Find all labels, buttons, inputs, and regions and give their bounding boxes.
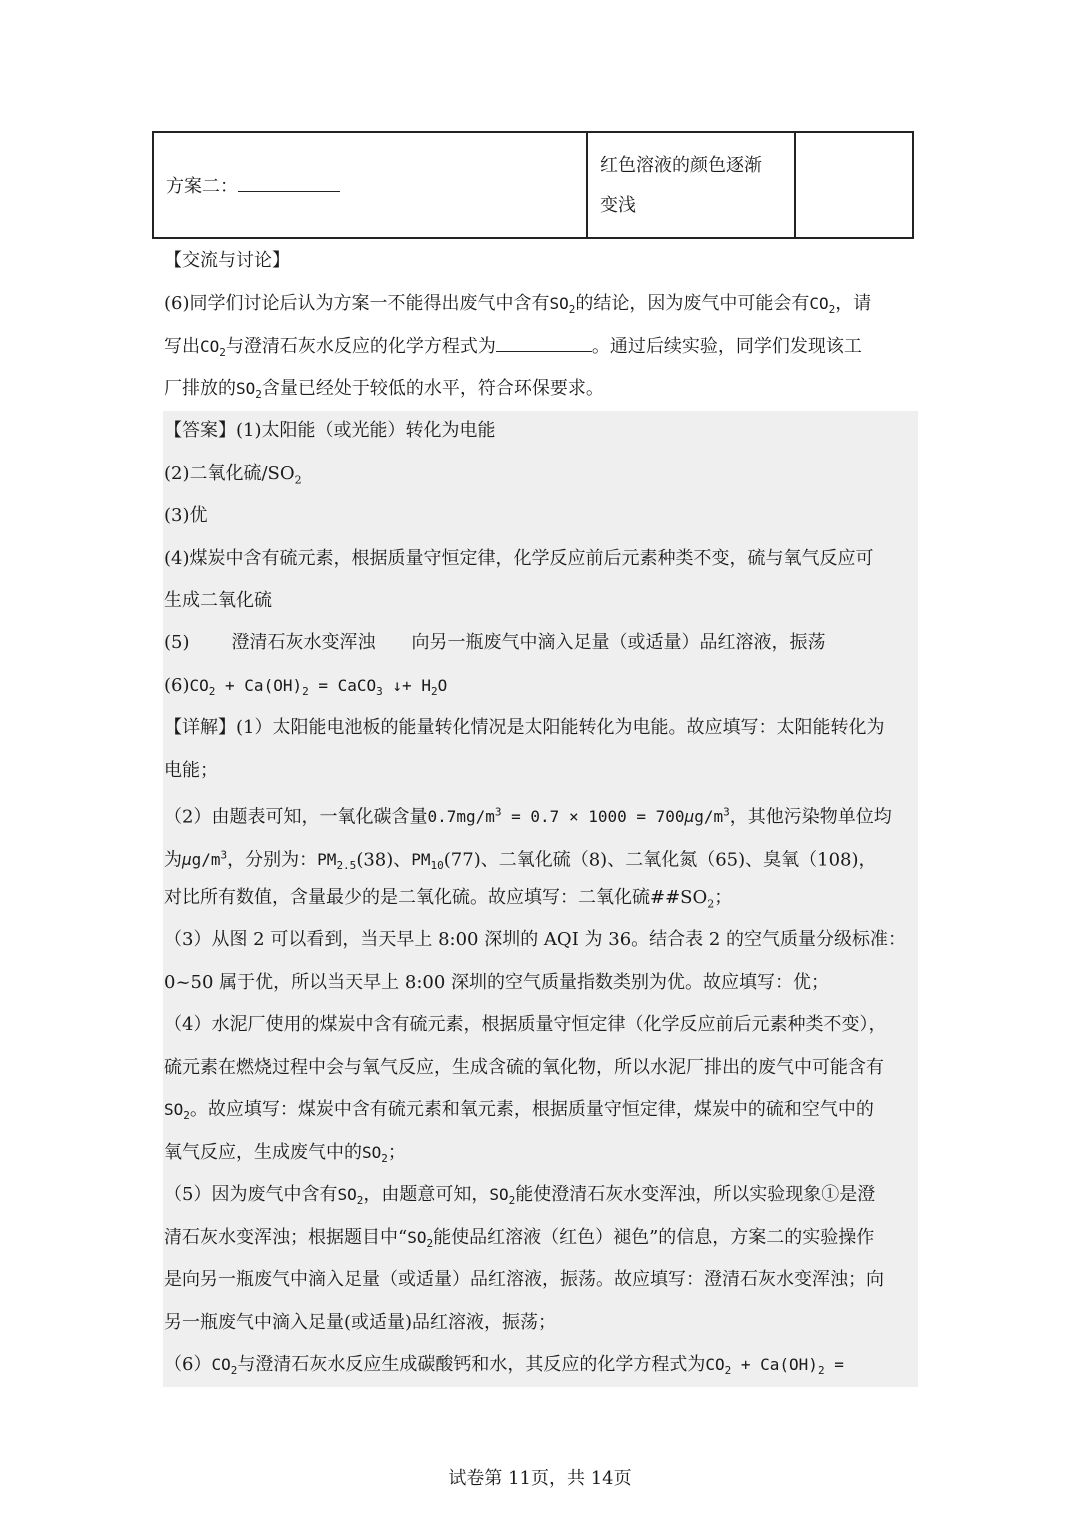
detail-6: $(6)CO_2$与澄清石灰水反应生成碳酸钙和水，其反应的化学方程式为$CO_2 + Ca(OH)_2$ = [164,1354,844,1378]
answer-blank[interactable] [238,175,340,192]
question-6-line: 写出$CO_2$与澄清石灰水反应的化学方程式为 。通过后续实验，同学们发现该工 [164,336,862,360]
table-row [153,132,913,238]
detail-1: 电能； [164,760,218,781]
answer-6: $(6)CO_2 + Ca(OH)_2$ = CaCO$_3$ ↓+ $H_2O$ [164,675,448,699]
answer-blank[interactable] [496,335,592,352]
answer-4: 生成二氧化硫 [164,590,272,611]
question-6-line: 厂排放的$SO_2$含量已经处于较低的水平，符合环保要求。 [164,378,604,402]
detail-1: 【详解】(1）太阳能电池板的能量转化情况是太阳能转化为电能。故应填写：太阳能转化为 [164,717,885,738]
equation: $CO_2 + Ca(OH)_2$ = CaCO$_3$ ↓+ $H_2O$ [189,676,448,699]
detail-5: 清石灰水变浑浊；根据题目中“$SO_2$能使品红溶液（红色）褪色”的信息，方案二的实验操作 [164,1227,875,1251]
detail-3: （3）从图 2 可以看到，当天早上 8:00 深圳的 AQI 为 36。结合表 2 的空气质量分级标准： [164,929,907,950]
detail-2: （2）由题表可知，一氧化碳含量$0.7mg/m^3 = 0.7 \times 1000 = 700\mu g/m^3$，其他污染物单位均 [164,806,892,828]
answer-5: (5) 澄清石灰水变浑浊 向另一瓶废气中滴入足量（或适量）品红溶液，振荡 [164,632,826,653]
page-footer: 试卷第 11页，共 14页 [448,1468,632,1489]
detail-4: （4）水泥厂使用的煤炭中含有硫元素，根据质量守恒定律（化学反应前后元素种类不变）， [164,1014,887,1035]
experiment-table [152,131,914,239]
phenomenon-cell [587,132,795,238]
answer-2: (2)二氧化硫$/SO_2$ [164,463,302,487]
discussion-heading: 【交流与讨论】 [164,250,290,271]
answer-1: 【答案】(1)太阳能（或光能）转化为电能 [164,420,496,441]
question-6-line: (6)同学们讨论后认为方案一不能得出废气中含有$SO_2$的结论，因为废气中可能会有$CO_2$，请 [164,293,872,317]
detail-4: $SO_2$。故应填写：煤炭中含有硫元素和氧元素，根据质量守恒定律，煤炭中的硫和空气中的 [164,1099,874,1123]
detail-5: 另一瓶废气中滴入足量(或适量)品红溶液，振荡； [164,1312,557,1333]
detail-2: 为$\mu g/m^3$，分别为：$PM_{2.5}(38)$、$PM_{10}(77)$、二氧化硫（8)、二氧化氮（65)、臭氧（108)， [164,849,877,873]
answer-4: (4)煤炭中含有硫元素，根据质量守恒定律，化学反应前后元素种类不变，硫与氧气反应可 [164,548,874,569]
plan-label: 方案二： [166,176,238,197]
conclusion-cell [795,132,913,238]
detail-4: 硫元素在燃烧过程中会与氧气反应，生成含硫的氧化物，所以水泥厂排出的废气中可能含有 [164,1057,884,1078]
detail-3: 0~50 属于优，所以当天早上 8:00 深圳的空气质量指数类别为优。故应填写：优； [164,972,830,993]
detail-5: 是向另一瓶废气中滴入足量（或适量）品红溶液，振荡。故应填写：澄清石灰水变浑浊；向 [164,1269,884,1290]
phenomenon-line: 变浅 [600,195,636,216]
answer-3: (3)优 [164,505,208,526]
detail-4: 氧气反应，生成废气中的$SO_2$； [164,1142,406,1166]
phenomenon-line: 红色溶液的颜色逐渐 [600,155,762,176]
plan-cell [153,132,587,238]
detail-5: （5）因为废气中含有$SO_2$，由题意可知，$SO_2$能使澄清石灰水变浑浊，所以实验现象①是澄 [164,1184,876,1208]
detail-2: 对比所有数值，含量最少的是二氧化硫。故应填写：二氧化硫$\#\#SO_2$； [164,887,733,911]
